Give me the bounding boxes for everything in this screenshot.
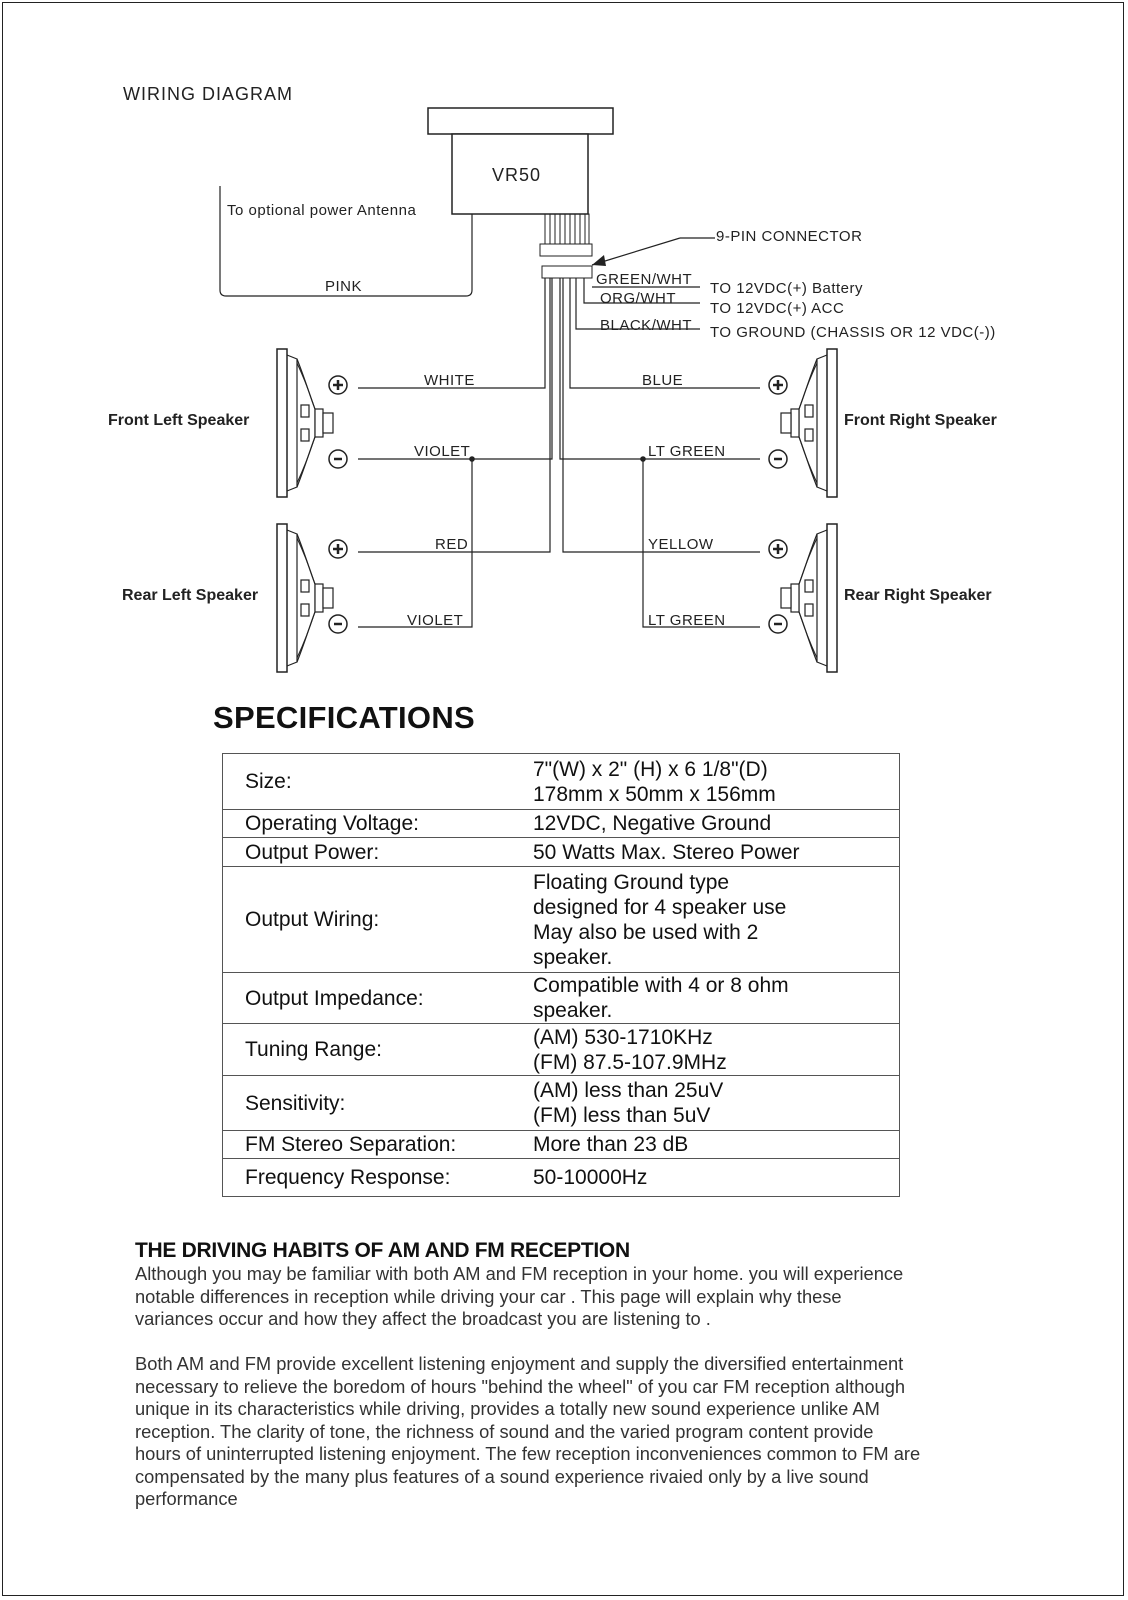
head-unit (428, 108, 613, 214)
rear-left-neg-wire: VIOLET (407, 612, 464, 629)
front-right-plus-icon (769, 376, 787, 394)
table-row (223, 867, 900, 973)
spec-value: Floating Ground type designed for 4 speaker use May also be used with 2 speaker. (515, 867, 900, 973)
table-row (223, 1131, 900, 1159)
spec-label: Output Wiring: (223, 867, 516, 973)
spec-value: 7"(W) x 2" (H) x 6 1/8"(D) 178mm x 50mm x 156mm (515, 754, 900, 810)
spec-label: Sensitivity: (223, 1076, 516, 1131)
spec-value: 12VDC, Negative Ground (515, 810, 900, 838)
spec-label: Frequency Response: (223, 1159, 516, 1197)
table-row (223, 1024, 900, 1076)
power-wire-3-destination: TO GROUND (CHASSIS OR 12 VDC(-)) (710, 324, 996, 341)
spec-label: Output Impedance: (223, 973, 516, 1024)
rear-right-neg-wire: LT GREEN (648, 612, 726, 629)
front-right-speaker-label: Front Right Speaker (844, 412, 997, 429)
front-right-minus-icon (769, 450, 787, 468)
power-wire-2-destination: TO 12VDC(+) ACC (710, 300, 845, 317)
habits-title: THE DRIVING HABITS OF AM AND FM RECEPTION (135, 1239, 630, 1262)
rear-left-plus-icon (329, 540, 347, 558)
front-left-speaker-icon (277, 349, 333, 497)
wiring-diagram (0, 0, 1128, 690)
rear-right-speaker-label: Rear Right Speaker (844, 587, 992, 604)
spec-value: More than 23 dB (515, 1131, 900, 1159)
power-wire-3-color: BLACK/WHT (600, 317, 693, 334)
power-wire-1-color: GREEN/WHT (596, 271, 693, 288)
spec-label: Operating Voltage: (223, 810, 516, 838)
spec-value: 50 Watts Max. Stereo Power (515, 838, 900, 867)
table-row (223, 973, 900, 1024)
table-row (223, 1076, 900, 1131)
unit-label: VR50 (492, 165, 542, 185)
front-left-minus-icon (329, 450, 347, 468)
antenna-label: To optional power Antenna (227, 202, 417, 219)
habits-paragraph-1: Although you may be familiar with both AM and FM reception in your home. you will experience notable differences in reception while driving your car . This page will explain why these variances occur and how they affect the broadcast you are listening to . (135, 1263, 904, 1329)
front-right-neg-wire: LT GREEN (648, 443, 726, 460)
habits-paragraph-2: Both AM and FM provide excellent listening enjoyment and supply the diversified entertainment necessary to relieve the boredom of hours "behind the wheel" of you car FM reception although unique in its characteristics while driving, provides a totally new sound experience unlike AM reception. The clarity of tone, the richness of sound and the varied program content provide hours of uninterrupted listening enjoyment. The few reception inconveniences common to FM are compensated by the many plus features of a sound experience rivaied only by a live sound performance (135, 1353, 921, 1509)
spec-value: (AM) 530-1710KHz (FM) 87.5-107.9MHz (515, 1024, 900, 1076)
connector-label: 9-PIN CONNECTOR (716, 228, 863, 245)
table-row (223, 1159, 900, 1197)
rear-right-plus-icon (769, 540, 787, 558)
rear-left-pos-wire: RED (435, 536, 469, 553)
rear-right-speaker-icon (781, 524, 837, 672)
spec-label: FM Stereo Separation: (223, 1131, 516, 1159)
front-right-pos-wire: BLUE (642, 372, 684, 389)
spec-label: Output Power: (223, 838, 516, 867)
spec-value: 50-10000Hz (515, 1159, 900, 1197)
rear-left-minus-icon (329, 615, 347, 633)
pink-label: PINK (325, 278, 363, 295)
connector-pins (540, 214, 592, 278)
specifications-table (222, 753, 900, 1197)
rear-left-speaker-icon (277, 524, 333, 672)
front-left-plus-icon (329, 376, 347, 394)
front-left-pos-wire: WHITE (424, 372, 475, 389)
specifications-title: SPECIFICATIONS (213, 700, 475, 735)
rear-right-pos-wire: YELLOW (648, 536, 714, 553)
front-left-neg-wire: VIOLET (414, 443, 471, 460)
power-wire-2-color: ORG/WHT (600, 290, 676, 307)
rear-left-speaker-label: Rear Left Speaker (122, 587, 259, 604)
rear-right-minus-icon (769, 615, 787, 633)
table-row (223, 810, 900, 838)
table-row (223, 754, 900, 810)
spec-label: Tuning Range: (223, 1024, 516, 1076)
spec-value: Compatible with 4 or 8 ohm speaker. (515, 973, 900, 1024)
front-left-speaker-label: Front Left Speaker (108, 412, 250, 429)
spec-label: Size: (223, 754, 516, 810)
table-row (223, 838, 900, 867)
power-wire-1-destination: TO 12VDC(+) Battery (710, 280, 864, 297)
front-right-speaker-icon (781, 349, 837, 497)
diagram-title: WIRING DIAGRAM (123, 84, 293, 104)
spec-value: (AM) less than 25uV (FM) less than 5uV (515, 1076, 900, 1131)
